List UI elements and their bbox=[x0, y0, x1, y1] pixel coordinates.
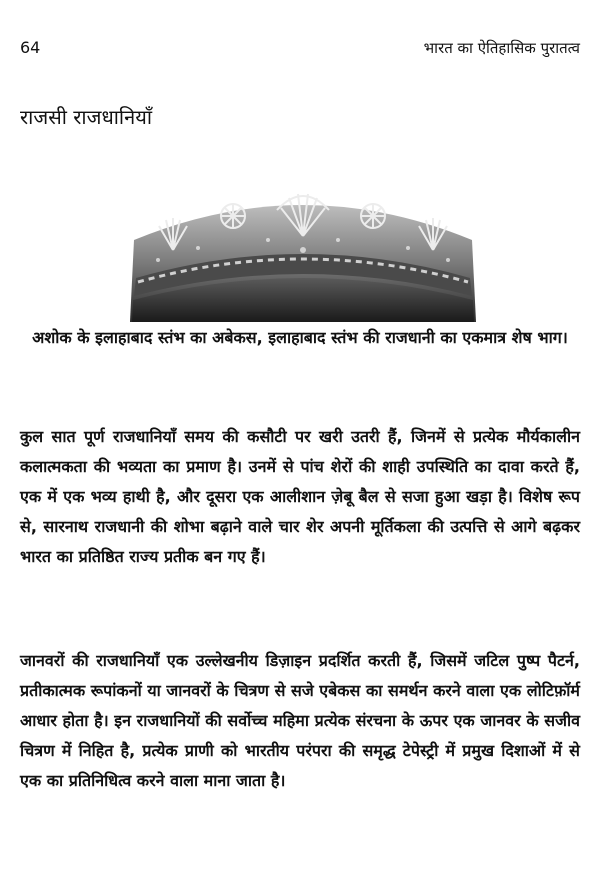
abacus-photo-illustration bbox=[128, 160, 478, 322]
abacus-photo bbox=[128, 160, 478, 322]
section-title: राजसी राजधानियाँ bbox=[20, 105, 152, 129]
figure-caption: अशोक के इलाहाबाद स्तंभ का अबेकस, इलाहाबाद स्तंभ की राजधानी का एकमात्र शेष भाग। bbox=[32, 328, 568, 347]
body-paragraph-1: कुल सात पूर्ण राजधानियाँ समय की कसौटी पर खरी उतरी हैं, जिनमें से प्रत्येक मौर्यकालीन कलात्मकता की भव्यता का प्रमाण है। उनमें से पांच शेरों की शाही उपस्थिति का दावा करते हैं, एक में एक भव्य हाथी है, और दूसरा एक आलीशान ज़ेबू बैल से सजा हुआ खड़ा है। विशेष रूप से, सारनाथ राजधानी की शोभा बढ़ाने वाले चार शेर अपनी मूर्तिकला की उत्पत्ति से आगे बढ़कर भारत का प्रतिष्ठित राज्य प्रतीक बन गए हैं। bbox=[20, 427, 580, 566]
page-header bbox=[20, 38, 580, 62]
body-paragraph-2: जानवरों की राजधानियाँ एक उल्लेखनीय डिज़ाइन प्रदर्शित करती हैं, जिसमें जटिल पुष्प पैटर्न, प्रतीकात्मक रूपांकनों या जानवरों के चित्रण से सजे एबेकस का समर्थन करने वाला एक लोटिफ़ॉर्म आधार होता है। इन राजधानियों की सर्वोच्च महिमा प्रत्येक संरचना के ऊपर एक जानवर के सजीव चित्रण में निहित है, प्रत्येक प्राणी को भारतीय परंपरा की समृद्ध टेपेस्ट्री में प्रमुख दिशाओं में से एक का प्रतिनिधित्व करने वाला माना जाता है। bbox=[20, 651, 580, 790]
page-number: 64 bbox=[20, 38, 41, 57]
running-head: भारत का ऐतिहासिक पुरातत्व bbox=[423, 39, 580, 57]
